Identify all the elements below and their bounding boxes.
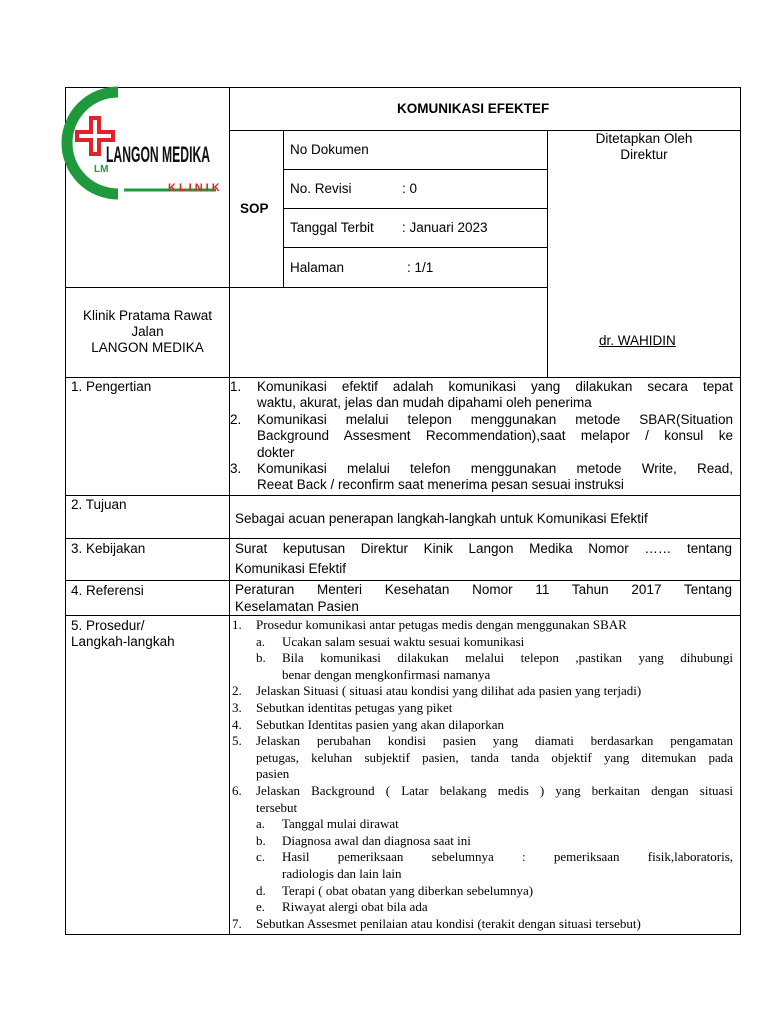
pengertian-item-line: dokter xyxy=(257,444,295,460)
pengertian-item-number: 1. xyxy=(230,379,242,394)
prosedur-item-text: Sebutkan identitas petugas yang piket xyxy=(256,700,453,715)
pengertian-item-line: Komunikasi melalui telepon menggunakan metode SBAR(Situation xyxy=(257,411,733,427)
issue-date-value: : Januari 2023 xyxy=(402,220,488,235)
prosedur-item-text: benar dengan mengkonfirmasi namanya xyxy=(282,666,491,682)
prosedur-item-text: Sebutkan Assesmet penilaian atau kondisi (terakit dengan situasi tersebut) xyxy=(256,915,641,931)
section-label-referensi: 4. Referensi xyxy=(71,583,144,598)
prosedur-item-text: Diagnosa awal dan diagnosa saat ini xyxy=(282,832,471,848)
section-label-prosedur-line2: Langkah-langkah xyxy=(71,634,175,649)
pengertian-item-line: Background Assesment Recommendation),saat melapor / konsul ke xyxy=(257,428,733,444)
pengertian-item-number: 2. xyxy=(230,411,242,427)
prosedur-item-text: Jelaskan perubahan kondisi pasien yang diamati berdasarkan pengamatan xyxy=(256,733,733,749)
clinic-name xyxy=(66,308,229,356)
logo-graphic xyxy=(66,88,229,228)
prosedur-item-text: Terapi ( obat obatan yang diberkan sebelumnya) xyxy=(282,882,534,898)
prosedur-item-text: petugas, keluhan subjektif pasien, tanda tanda objektif yang ditemukan pada xyxy=(256,749,733,765)
prosedur-item-number: e. xyxy=(256,899,266,915)
pengertian-item-line: Komunikasi efektif adalah komunikasi yang dilakukan secara tepat xyxy=(257,379,733,394)
logo-brand: LANGON MEDIKA xyxy=(106,142,211,167)
referensi-line2: Keselamatan Pasien xyxy=(235,599,359,614)
clinic-name-line3: LANGON MEDIKA xyxy=(91,340,204,355)
doc-number-label: No Dokumen xyxy=(290,142,369,157)
prosedur-item-text: Sebutkan Identitas pasien yang akan dilaporkan xyxy=(256,716,505,732)
prosedur-item-text: Ucakan salam sesuai waktu sesuai komunikasi xyxy=(282,633,525,649)
prosedur-item-text: Prosedur komunikasi antar petugas medis dengan menggunakan SBAR xyxy=(256,617,627,632)
prosedur-item-text: Hasil pemeriksaan sebelumnya : pemeriksaan fisik,laboratoris, xyxy=(282,849,733,865)
issue-date-label: Tanggal Terbit xyxy=(290,220,374,235)
director-name: dr. WAHIDIN xyxy=(599,333,676,348)
pengertian-item-line: Reeat Back / reconfirm saat menerima pesan sesuai instruksi xyxy=(257,477,624,493)
revision-label: No. Revisi xyxy=(290,181,352,196)
prosedur-item-number: 4. xyxy=(232,716,242,732)
kebijakan-line2: Komunikasi Efektif xyxy=(235,561,347,576)
approved-by xyxy=(548,131,740,163)
prosedur-item-number: 2. xyxy=(232,683,242,699)
kebijakan-line1: Surat keputusan Direktur Kinik Langon Medika Nomor …… tentang xyxy=(235,541,732,556)
clinic-logo xyxy=(66,88,229,228)
prosedur-item-text: pasien xyxy=(256,766,290,782)
page-value: : 1/1 xyxy=(407,260,434,275)
prosedur-item-number: 6. xyxy=(232,783,242,798)
logo-sub: KLINIK xyxy=(168,182,223,194)
prosedur-item-number: d. xyxy=(256,882,266,898)
prosedur-item-number: 1. xyxy=(232,617,242,632)
prosedur-item-number: a. xyxy=(256,633,266,649)
prosedur-item-number: c. xyxy=(256,849,266,865)
prosedur-item-number: b. xyxy=(256,650,266,666)
prosedur-item-text: Riwayat alergi obat bila ada xyxy=(282,899,428,915)
section-label-pengertian: 1. Pengertian xyxy=(71,379,152,394)
pengertian-item-line: Komunikasi melalui telefon menggunakan metode Write, Read, xyxy=(257,461,733,476)
tujuan-text: Sebagai acuan penerapan langkah-langkah untuk Komunikasi Efektif xyxy=(235,511,648,526)
pengertian-list xyxy=(230,379,733,495)
prosedur-item-text: Tanggal mulai dirawat xyxy=(282,816,399,832)
pengertian-item-number: 3. xyxy=(230,461,242,476)
prosedur-list xyxy=(230,617,733,934)
document-title: KOMUNIKASI EFEKTEF xyxy=(397,101,550,116)
prosedur-item-text: Bila komunikasi dilakukan melalui telepon ,pastikan yang dihubungi xyxy=(282,650,733,666)
sop-label: SOP xyxy=(240,201,269,216)
approved-by-line2: Direktur xyxy=(620,147,668,162)
clinic-name-line1: Klinik Pratama Rawat xyxy=(82,308,213,323)
referensi-line1: Peraturan Menteri Kesehatan Nomor 11 Tahun 2017 Tentang xyxy=(235,582,732,597)
section-label-prosedur-line1: 5. Prosedur/ xyxy=(71,618,145,633)
prosedur-item-number: b. xyxy=(256,832,266,848)
prosedur-item-text: Jelaskan Situasi ( situasi atau kondisi yang dilihat ada pasien yang terjadi) xyxy=(256,683,642,699)
prosedur-item-number: 7. xyxy=(232,915,242,931)
section-label-tujuan: 2. Tujuan xyxy=(71,497,127,512)
logo-mark: LM xyxy=(94,164,109,175)
section-label-prosedur xyxy=(71,618,175,650)
pengertian-item-line: waktu, akurat, jelas dan mudah dipahami oleh penerima xyxy=(257,395,592,411)
section-label-kebijakan: 3. Kebijakan xyxy=(71,541,146,556)
prosedur-item-number: 5. xyxy=(232,733,242,749)
clinic-name-line2: Jalan xyxy=(131,324,164,339)
approved-by-line1: Ditetapkan Oleh xyxy=(595,131,693,146)
prosedur-item-number: a. xyxy=(256,816,266,832)
prosedur-item-text: Jelaskan Background ( Latar belakang medis ) yang berkaitan dengan situasi xyxy=(256,783,733,798)
prosedur-item-number: 3. xyxy=(232,700,242,715)
page-label: Halaman xyxy=(290,260,345,275)
revision-value: : 0 xyxy=(402,181,418,196)
prosedur-item-text: radiologis dan lain lain xyxy=(282,866,402,881)
prosedur-item-text: tersebut xyxy=(256,799,298,815)
